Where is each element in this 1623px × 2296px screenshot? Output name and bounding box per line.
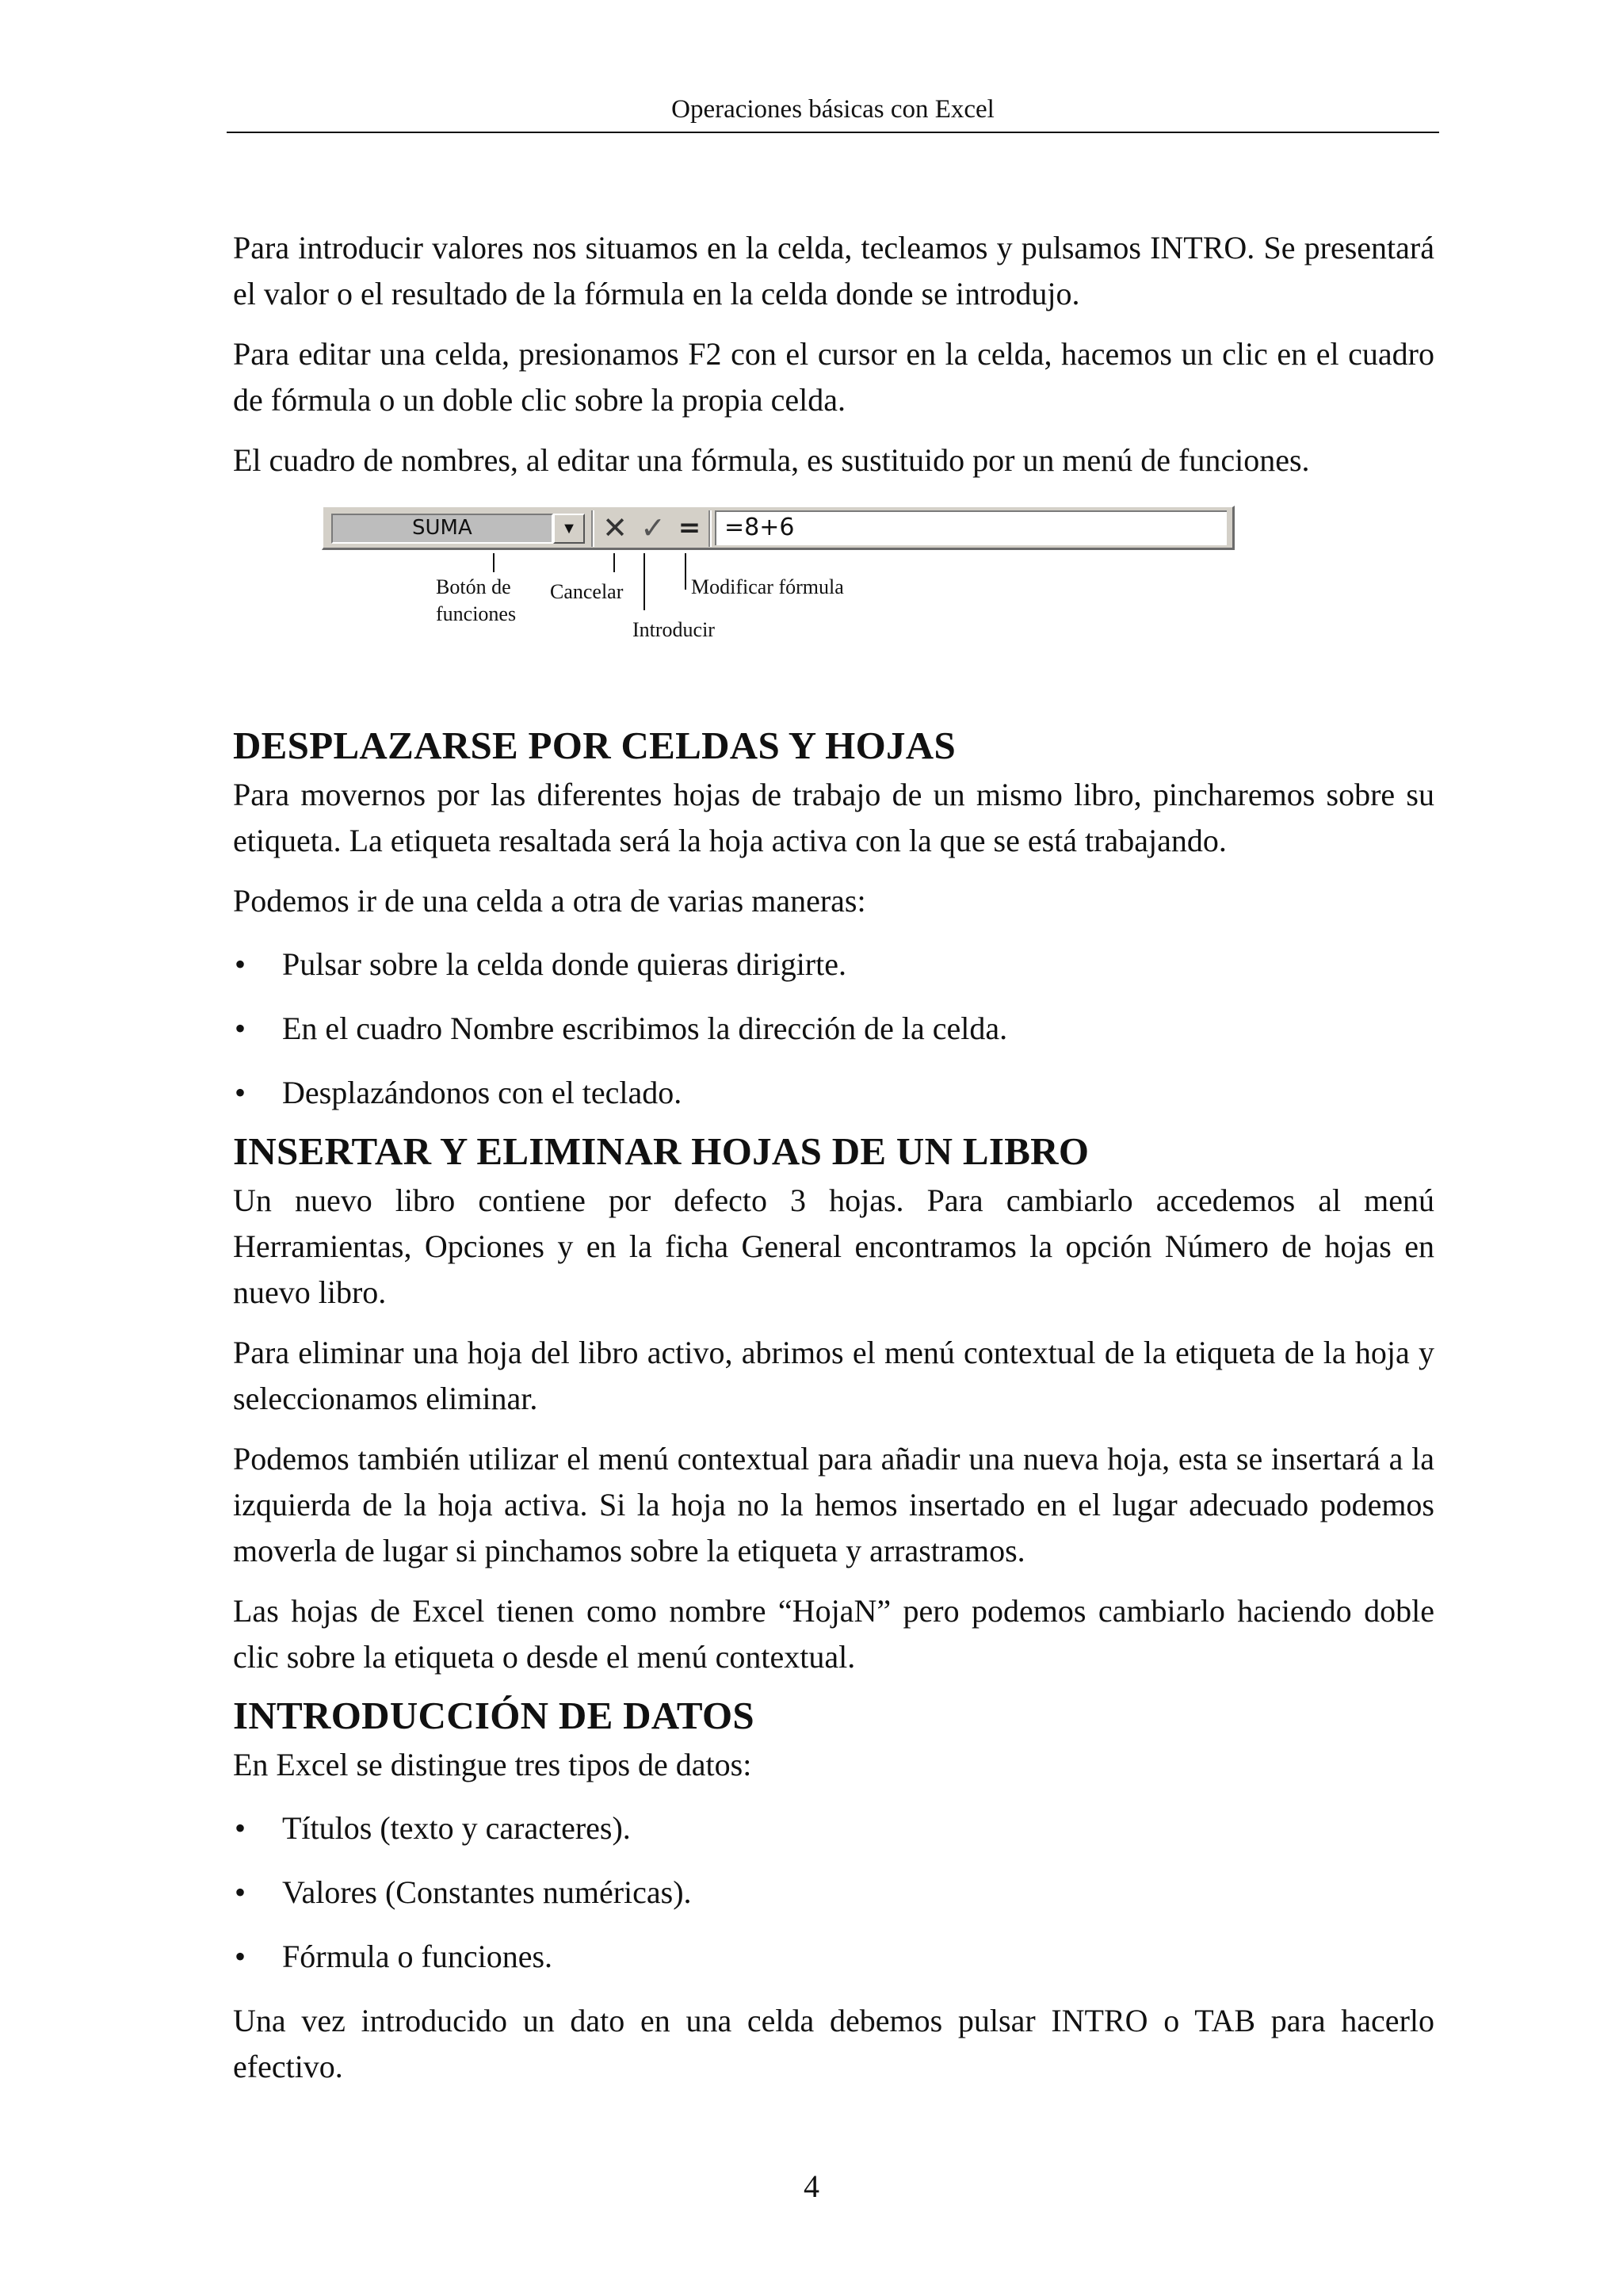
list-item-text: Desplazándonos con el teclado. (282, 1075, 682, 1110)
navigation-paragraph-2: Podemos ir de una celda a otra de varias maneras: (233, 883, 866, 919)
list-item (233, 1870, 1434, 1916)
navigation-list (233, 942, 1434, 1116)
list-item (233, 1934, 1434, 1980)
intro-paragraph-3: El cuadro de nombres, al editar una fórmula, es sustituido por un menú de funciones. (233, 442, 1310, 478)
list-item-text: Valores (Constantes numéricas). (282, 1874, 692, 1910)
list-item-text: En el cuadro Nombre escribimos la dirección de la celda. (282, 1010, 1008, 1046)
bullet-icon: • (235, 946, 246, 982)
list-item (233, 1805, 1434, 1851)
section-heading-sheets: INSERTAR Y ELIMINAR HOJAS DE UN LIBRO (233, 1129, 1090, 1173)
sheets-paragraph-3: Podemos también utilizar el menú contextual para añadir una nueva hoja, esta se insertará a la izquierda de la hoja activa. Si la hoja no la hemos insertado en el lugar adecuado podemos moverla de lugar si pinchamos sobre la etiqueta y arrastramos. (233, 1441, 1434, 1568)
callout-line-edit (685, 553, 686, 590)
label-enter: Introducir (632, 618, 715, 641)
edit-formula-icon[interactable]: = (678, 512, 701, 544)
toolbar-separator (708, 510, 712, 547)
formula-bar (322, 506, 1235, 550)
dropdown-arrow-icon[interactable]: ▼ (553, 514, 585, 544)
callout-line-cancel (613, 553, 615, 572)
bullet-icon: • (235, 1874, 246, 1910)
label-functions-button-line1: Botón de (436, 575, 511, 598)
list-item (233, 942, 1434, 988)
intro-paragraph-2: Para editar una celda, presionamos F2 con el cursor en la celda, hacemos un clic en el cuadro de fórmula o un doble clic sobre la propia celda. (233, 336, 1434, 418)
data-entry-paragraph-2: Una vez introducido un dato en una celda debemos pulsar INTRO o TAB para hacerlo efectivo. (233, 2003, 1434, 2084)
section-heading-navigation: DESPLAZARSE POR CELDAS Y HOJAS (233, 724, 957, 767)
label-functions-button-line2: funciones (436, 602, 517, 625)
page-content (233, 225, 1434, 2104)
bullet-icon: • (235, 1939, 246, 1974)
bullet-icon: • (235, 1810, 246, 1846)
list-item (233, 1070, 1434, 1116)
list-item-text: Fórmula o funciones. (282, 1939, 553, 1974)
callout-line-enter (643, 553, 645, 610)
data-entry-paragraph-1: En Excel se distingue tres tipos de datos: (233, 1747, 752, 1782)
toolbar-separator (591, 510, 594, 547)
sheets-paragraph-4: Las hojas de Excel tienen como nombre “HojaN” pero podemos cambiarlo haciendo doble clic sobre la etiqueta o desde el menú contextual. (233, 1593, 1434, 1675)
formula-input[interactable]: =8+6 (715, 510, 1227, 545)
cancel-icon[interactable]: ✕ (602, 510, 628, 545)
list-item (233, 1006, 1434, 1052)
data-types-list (233, 1805, 1434, 1980)
callout-line-functions (493, 553, 495, 572)
label-edit-formula: Modificar fórmula (691, 575, 844, 598)
section-heading-data-entry: INTRODUCCIÓN DE DATOS (233, 1694, 754, 1737)
bullet-icon: • (235, 1010, 246, 1046)
page-number: 4 (804, 2168, 819, 2204)
bullet-icon: • (235, 1075, 246, 1110)
list-item-text: Pulsar sobre la celda donde quieras dirigirte. (282, 946, 846, 982)
name-box-functions-menu[interactable]: SUMA (331, 514, 553, 544)
enter-check-icon[interactable]: ✓ (640, 510, 666, 545)
sheets-paragraph-2: Para eliminar una hoja del libro activo, abrimos el menú contextual de la etiqueta de la hoja y seleccionamos eliminar. (233, 1335, 1434, 1416)
sheets-paragraph-1: Un nuevo libro contiene por defecto 3 hojas. Para cambiarlo accedemos al menú Herramientas, Opciones y en la ficha General encontramos la opción Número de hojas en nuevo libro. (233, 1182, 1434, 1310)
list-item-text: Títulos (texto y caracteres). (282, 1810, 631, 1846)
formula-bar-figure (233, 501, 1434, 688)
running-header: Operaciones básicas con Excel (227, 94, 1439, 133)
intro-paragraph-1: Para introducir valores nos situamos en la celda, tecleamos y pulsamos INTRO. Se presentará el valor o el resultado de la fórmula en la celda donde se introdujo. (233, 230, 1434, 311)
navigation-paragraph-1: Para movernos por las diferentes hojas de trabajo de un mismo libro, pincharemos sobre su etiqueta. La etiqueta resaltada será la hoja activa con la que se está trabajando. (233, 777, 1434, 858)
label-cancel: Cancelar (550, 580, 624, 603)
